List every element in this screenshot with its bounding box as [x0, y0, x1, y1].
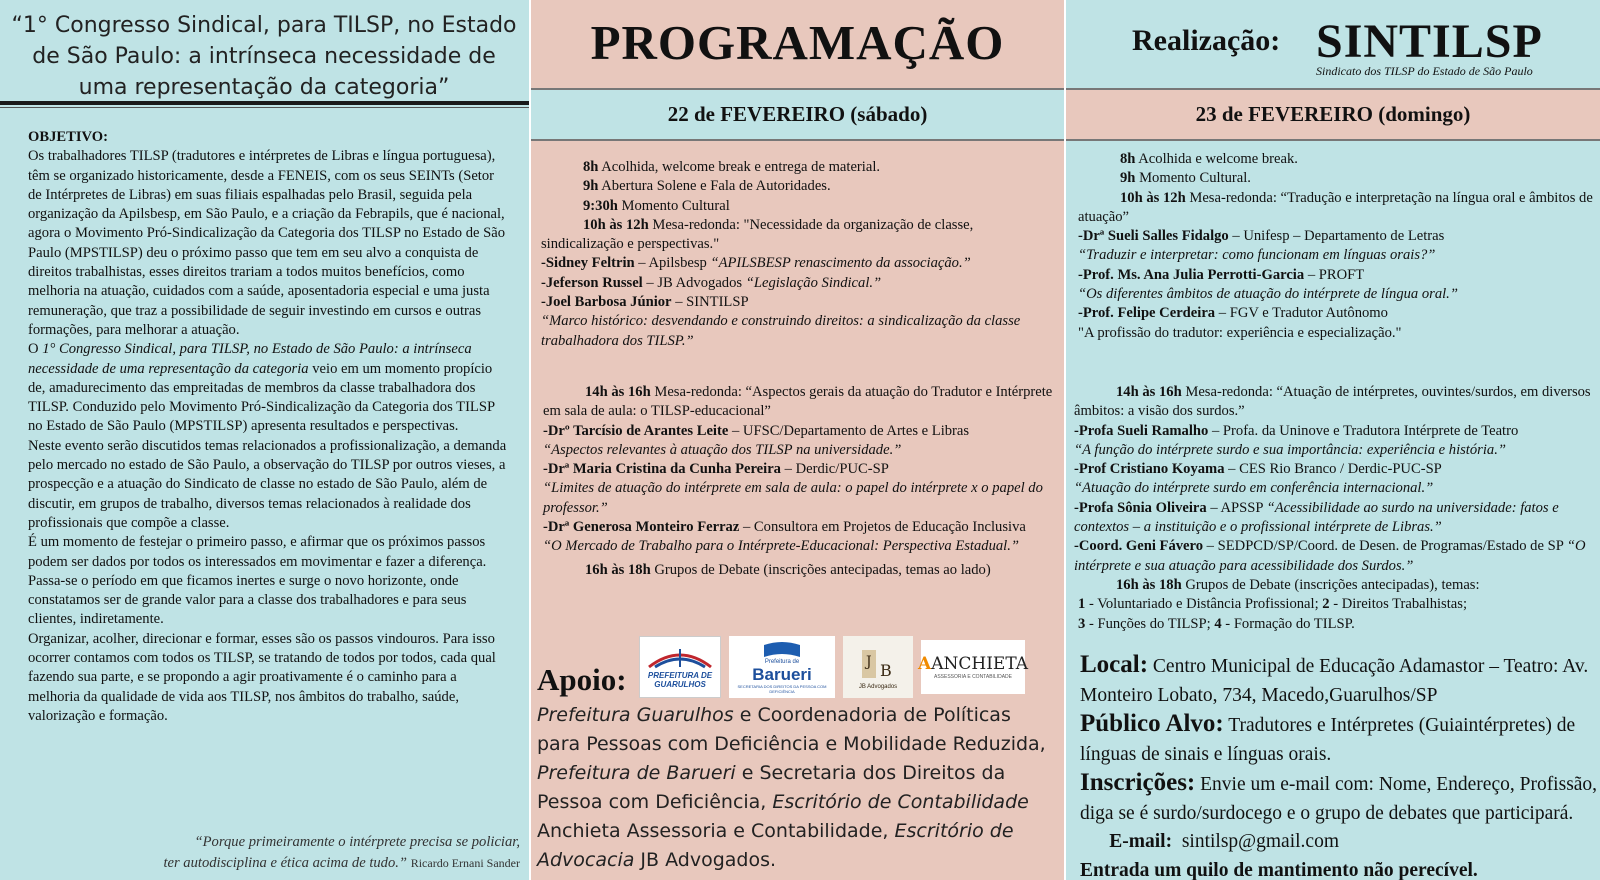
entry-requirement: Entrada um quilo de mantimento não perecível. — [1080, 859, 1478, 880]
flag-icon — [762, 641, 802, 659]
saturday-afternoon — [543, 383, 1058, 580]
objective-paragraph: Os trabalhadores TILSP (tradutores e intérpretes de Libras e língua portuguesa), têm se organizado historicamente, desde a FENEIS, com os seus SEINTs (Setor de Intérpretes de Libras) em suas filiais espalhadas pelo Brasil, seguida pela organização da Apilsbesp, em São Paulo, e a criação da Febrapils, que é nacional, agora o Movimento Pró-Sindicalização da Categoria dos TILSP no Estado de São Paulo (MPSTILSP) deu o próximo passo que tem em seu alvo a conquista de direitos trabalhistas, esses direitos trariam a todos muitos benefícios, como melhoria na atuação, cuidados com a saúde, aposentadoria especial e uma justa remuneração, que traz a possibilidade de seguir investindo em cursos e outras formações, para melhorar a atuação. — [28, 148, 506, 338]
panel-title: 14h às 16h Mesa-redonda: “Atuação de intérpretes, ouvintes/surdos, em diversos âmbitos: a visão dos surdos.” — [1074, 384, 1591, 420]
email-label: E-mail: — [1109, 831, 1173, 852]
talk-title: “Aspectos relevantes à atuação dos TILSP na universidade.” — [543, 441, 902, 458]
objective-section — [28, 128, 508, 726]
schedule-item: 16h às 18h Grupos de Debate (inscrições antecipadas, temas ao lado) — [585, 561, 991, 578]
organizer-label: Realização: — [1132, 24, 1281, 57]
sunday-afternoon — [1074, 383, 1596, 634]
day-header-saturday: 22 de FEVEREIRO (sábado) — [531, 88, 1064, 141]
objective-paragraph: Organizar, acolher, direcionar e formar, esses são os passos vindouros. Para isso ocorrer contamos com todos os TILSP, se tratando de todos por todos, cada qual fazendo sua parte, e se propondo a agir proativamente é o caminho para a melhoria da qualidade de vida aos TILSP, nos âmbitos do trabalho, saúde, valorização e formação. — [28, 630, 496, 724]
day-header-sunday: 23 de FEVEREIRO (domingo) — [1066, 88, 1600, 141]
email-address[interactable]: sintilsp@gmail.com — [1181, 831, 1339, 852]
schedule-item: 8h Acolhida e welcome break. — [1120, 151, 1298, 167]
middle-column — [531, 0, 1064, 880]
support-text: Prefeitura Guarulhos e Coordenadoria de Políticas para Pessoas com Deficiência e Mobilidade Reduzida, Prefeitura de Barueri e Secretaria dos Direitos da Pessoa com Deficiência, Escritório de Contabilidade Anchieta Assessoria e Contabilidade, Escritório de Advocacia JB Advogados. — [537, 704, 1046, 871]
sponsor-logos — [639, 636, 1059, 702]
speaker: -Drª Maria Cristina da Cunha Pereira – Derdic/PUC-SP — [543, 461, 889, 478]
debate-topics: 1 - Voluntariado e Distância Profissional; 2 - Direitos Trabalhistas; — [1078, 596, 1467, 613]
speaker: -Jeferson Russel – JB Advogados “Legislação Sindical.” — [541, 274, 882, 291]
title-divider-thin — [0, 107, 529, 108]
saturday-morning — [541, 158, 1056, 351]
talk-title: “Marco histórico: desvendando e construindo direitos: a sindicalização da classe trabalhadora dos TILSP.” — [541, 313, 1021, 349]
panel-title: 10h às 12h Mesa-redonda: “Tradução e interpretação na língua oral e âmbitos de atuação” — [1078, 189, 1593, 225]
speaker: -Drº Tarcísio de Arantes Leite – UFSC/Departamento de Artes e Libras — [543, 422, 970, 439]
scales-icon — [858, 644, 898, 684]
talk-title: “A função do intérprete surdo e sua importância: experiência e história.” — [1074, 441, 1506, 458]
schedule-item: 9h Abertura Solene e Fala de Autoridades. — [583, 178, 831, 195]
organizer-name: SINTILSP — [1316, 15, 1543, 68]
svg-text:B: B — [880, 661, 892, 680]
jb-advogados-logo: J B JB Advogados — [843, 636, 913, 698]
talk-title: “Atuação do intérprete surdo em conferência internacional.” — [1074, 480, 1434, 497]
svg-text:J: J — [866, 654, 872, 670]
bridge-icon — [645, 645, 715, 671]
sunday-morning — [1078, 150, 1593, 343]
title-divider — [0, 101, 529, 105]
talk-title: “O Mercado de Trabalho para o Intérprete-Educacional: Perspectiva Estadual.” — [543, 538, 1019, 555]
debate-topics: 3 - Funções do TILSP; 4 - Formação do TILSP. — [1078, 615, 1355, 632]
left-column — [0, 0, 529, 880]
speaker: -Profa Sueli Ramalho – Profa. da Uninove e Tradutora Intérprete de Teatro — [1074, 422, 1519, 439]
objective-paragraph: O 1° Congresso Sindical, para TILSP, no Estado de São Paulo: a intrínseca necessidade de uma representação da categoria veio em um momento propício de, amadurecimento das empreitadas de membros da classe trabalhadora dos TILSP. Conduzido pelo Movimento Pró-Sindicalização da Categoria dos TILSP no Estado de São Paulo (MPSTILSP) apresenta resultados e perspectivas. — [28, 341, 495, 435]
organizer-subtitle: Sindicato dos TILSP do Estado de São Paulo — [1316, 64, 1533, 78]
objective-paragraph: Neste evento serão discutidos temas relacionados a profissionalização, a demanda pelo mercado no estado de São Paulo, a observação do TILSP por outros vieses, a prospecção e a atuação do Sindicato de classe no estado de São Paulo, além de discutir, em grupos de trabalho, diversos temas relacionados à realidade dos profissionais que compõe a classe. — [28, 437, 507, 531]
speaker: -Drª Generosa Monteiro Ferraz – Consultora em Projetos de Educação Inclusiva — [543, 519, 1026, 536]
panel-title: 10h às 12h Mesa-redonda: "Necessidade da organização de classe, sindicalização e perspectivas." — [541, 216, 974, 253]
objective-paragraph: É um momento de festejar o primeiro passo, e afirmar que os próximos passos podem ser dados por todos os interessados em movimentar e fazer a diferença. — [28, 534, 487, 570]
objective-paragraph: Passa-se o período em que ficamos inertes e surge o novo horizonte, onde constatamos ser de grande valor para a classe dos trabalhadores e para seus clientes, indiretamente. — [28, 572, 467, 628]
barueri-logo: Prefeitura de Barueri SECRETARIA DOS DIREITOS DA PESSOA COM DEFICIÊNCIA — [729, 636, 835, 698]
quote-author: Ricardo Ernani Sander — [410, 856, 520, 870]
speaker: -Sidney Feltrin – Apilsbesp “APILSBESP renascimento da associação.” — [541, 255, 971, 272]
location: Local: Centro Municipal de Educação Adamastor – Teatro: Av. Monteiro Lobato, 734, Macedo,Guarulhos/SP — [1080, 651, 1589, 706]
page-title: PROGRAMAÇÃO — [590, 15, 1005, 70]
panel-title: 14h às 16h Mesa-redonda: “Aspectos gerais da atuação do Tradutor e Intérprete em sala de aula: o TILSP-educacional” — [543, 384, 1053, 420]
objective-label: OBJETIVO: — [28, 129, 108, 145]
speaker: -Prof. Felipe Cerdeira – FGV e Tradutor Autônomo — [1078, 305, 1388, 322]
talk-title: “Limites de atuação do intérprete em sala de aula: o papel do intérprete x o papel do professor.” — [543, 480, 1043, 516]
talk-title: "A profissão do tradutor: experiência e especialização." — [1078, 324, 1402, 341]
talk-title: “Os diferentes âmbitos de atuação do intérprete de língua oral.” — [1078, 286, 1458, 303]
speaker: -Profa Sônia Oliveira – APSSP “Acessibilidade ao surdo na universidade: fatos e contextos – a instituição e o profissional intérprete de Libras.” — [1074, 499, 1559, 536]
speaker: -Joel Barbosa Júnior – SINTILSP — [541, 294, 749, 311]
schedule-item: 9h Momento Cultural. — [1120, 170, 1251, 187]
schedule-item: 8h Acolhida, welcome break e entrega de material. — [583, 159, 881, 175]
speaker: -Prof Cristiano Koyama – CES Rio Branco / Derdic-PUC-SP — [1074, 461, 1442, 478]
talk-title: “Traduzir e interpretar: como funcionam em línguas orais?” — [1078, 247, 1436, 264]
speaker: -Coord. Geni Fávero – SEDPCD/SP/Coord. de Desen. de Programas/Estado de SP “O intérprete e sua atuação para acessibilidade dos Surdos.” — [1074, 538, 1586, 574]
speaker: -Drª Sueli Salles Fidalgo – Unifesp – Departamento de Letras — [1078, 228, 1445, 245]
guarulhos-logo: PREFEITURA DE GUARULHOS — [639, 636, 721, 698]
event-title: “1° Congresso Sindical, para TILSP, no Estado de São Paulo: a intrínseca necessidade de uma representação da categoria” — [11, 13, 517, 100]
speaker: -Prof. Ms. Ana Julia Perrotti-Garcia – PROFT — [1078, 266, 1365, 283]
support-label: Apoio: — [537, 662, 627, 697]
registration: Inscrições: Envie um e-mail com: Nome, Endereço, Profissão, diga se é surdo/surdocego e o grupo de debates que participará. E-mail: sintilsp@gmail.com — [1080, 769, 1598, 852]
schedule-item: 9:30h Momento Cultural — [583, 197, 730, 214]
closing-quote: “Porque primeiramente o intérprete precisa se policiar, ter autodisciplina e ética acima de tudo.” Ricardo Ernani Sander — [163, 834, 520, 871]
event-info — [1080, 651, 1600, 880]
right-column — [1066, 0, 1600, 880]
schedule-item: 16h às 18h Grupos de Debate (inscrições antecipadas), temas: — [1116, 576, 1480, 593]
target-audience: Público Alvo: Tradutores e Intérpretes (Guiaintérpretes) de línguas de sinais e línguas orais. — [1080, 710, 1576, 765]
anchieta-logo: AANCHIETA ASSESSORIA E CONTABILIDADE — [921, 640, 1025, 694]
